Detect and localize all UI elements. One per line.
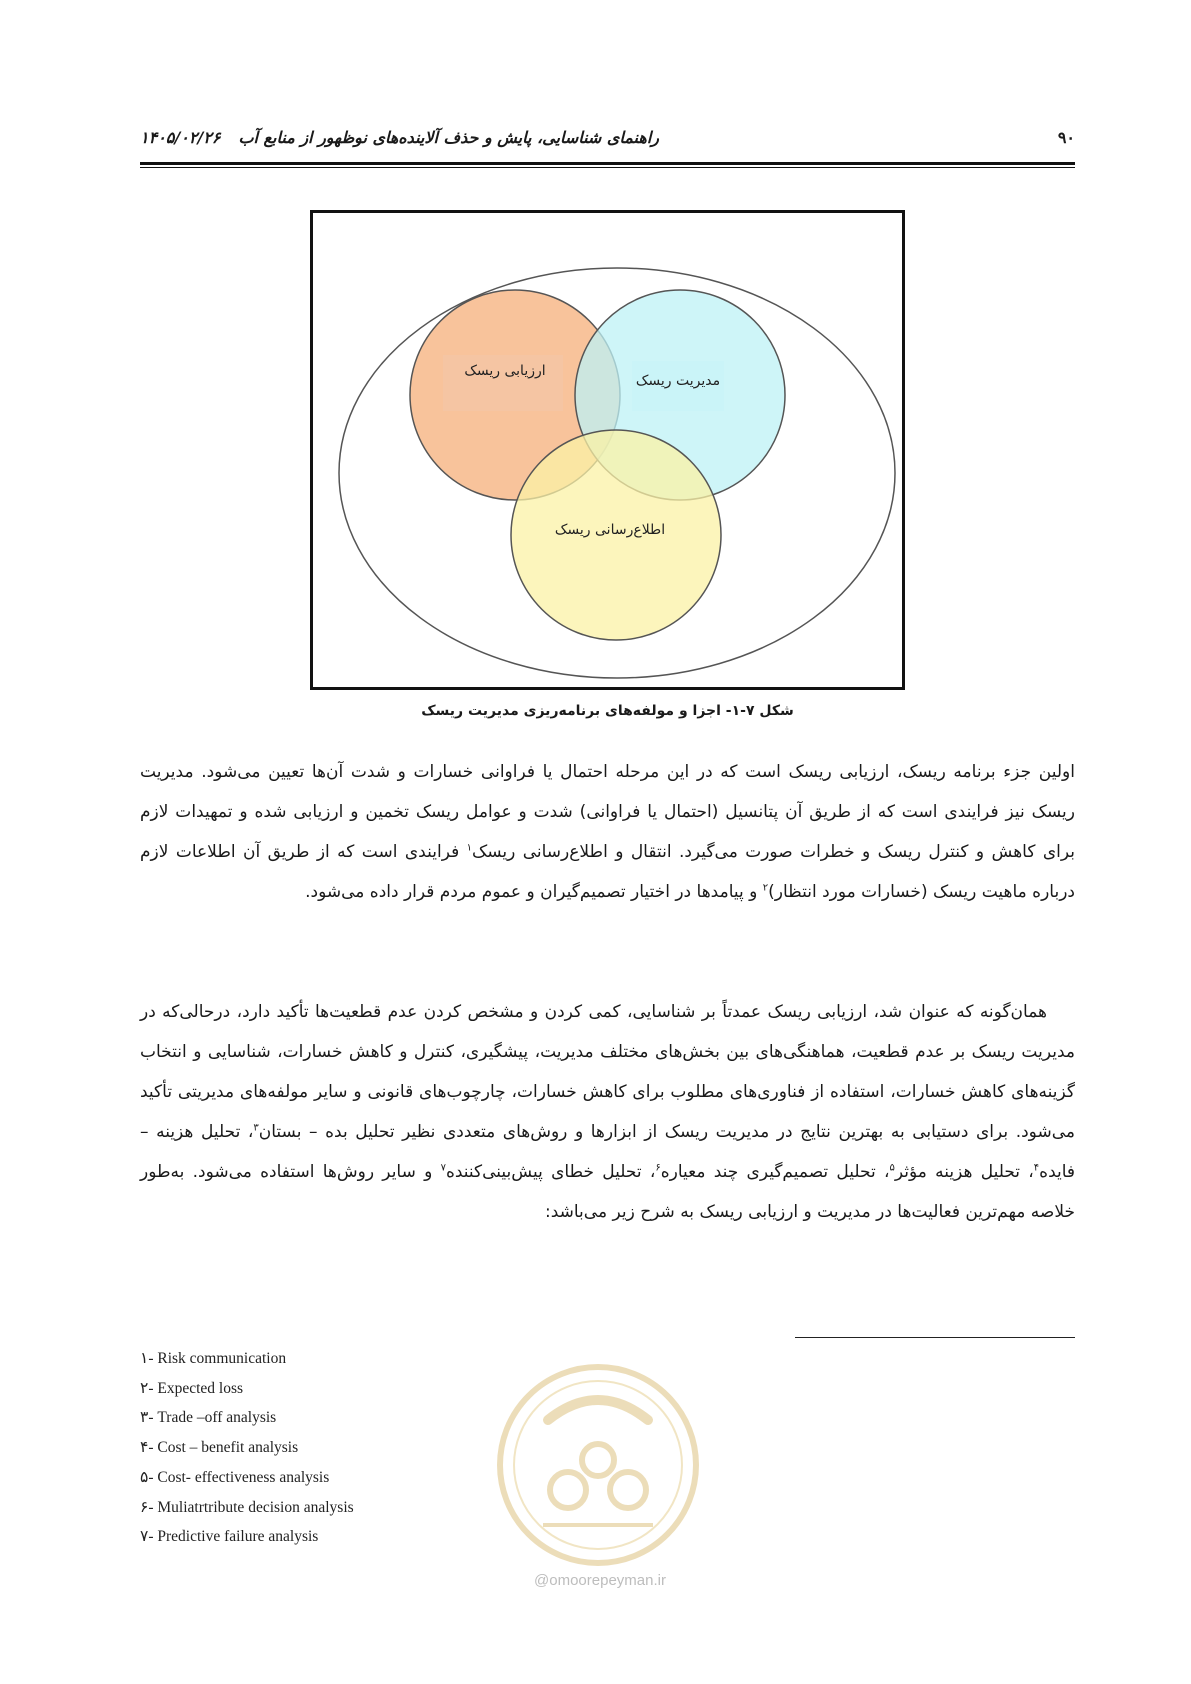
footnote-2: ۲- Expected loss <box>140 1379 244 1397</box>
p2-text-2: ، تحلیل هزینه – فایده <box>140 1122 1076 1182</box>
p2-text-6: و سایر روش‌ها استفاده می‌شود. به‌طور خلاصه مهم‌ترین فعالیت‌ها در مدیریت و ارزیابی ریسک به شرح زیر می‌باشد: <box>140 1162 1075 1222</box>
p1-text-3: و پیامدها در اختیار تصمیم‌گیران و عموم مردم قرار داده می‌شود. <box>305 882 763 902</box>
assessment-label: ارزیابی ریسک <box>464 363 546 379</box>
footnote-ref-6: ۶ <box>655 1162 661 1174</box>
watermark-site: @omoorepeyman.ir <box>534 1572 666 1589</box>
paragraph-1 <box>140 752 1075 912</box>
watermark-logo-icon <box>488 1360 708 1570</box>
footnote-ref-5: ۵ <box>889 1162 895 1174</box>
footnote-rule <box>795 1337 1075 1338</box>
footnote-5: ۵- Cost- effectiveness analysis <box>140 1468 330 1486</box>
header-rule-thin <box>140 167 1075 168</box>
header-title: راهنمای شناسایی، پایش و حذف آلاینده‌های نوظهور از منابع آب <box>238 128 659 147</box>
footnote-1: ۱- Risk communication <box>140 1350 287 1367</box>
p1-text-1: اولین جزء برنامه ریسک، ارزیابی ریسک است که در این مرحله احتمال یا فراوانی خسارات و شدت آن‌ها تعیین می‌شود. مدیریت ریسک نیز فرایندی است که از طریق آن پتانسیل (احتمال یا فراوانی) شدت و عوامل ریسک تخمین و ارزیابی شده و تمهیدات لازم برای کاهش و کنترل ریسک و خطرات صورت می‌گیرد. انتقال و اطلاع‌رسانی ریسک <box>140 762 1075 862</box>
header-title-line <box>140 128 659 147</box>
footnote-ref-2: ۲ <box>762 882 769 894</box>
footnote-ref-7: ۷ <box>440 1162 446 1174</box>
header-rule-thick <box>140 162 1075 165</box>
running-header <box>140 128 1075 158</box>
p1-text-2: فرایندی است که از طریق آن اطلاعات لازم درباره ماهیت ریسک (خسارات مورد انتظار) <box>140 842 1075 902</box>
footnote-ref-4: ۴ <box>1033 1162 1040 1174</box>
management-label: مدیریت ریسک <box>635 373 721 389</box>
p2-text-3: ، تحلیل هزینه مؤثر <box>894 1162 1034 1182</box>
p2-text-5: ، تحلیل خطای پیش‌بینی‌کننده <box>445 1162 656 1182</box>
footnote-ref-1: ۱ <box>466 842 472 854</box>
p2-text-4: ، تحلیل تصمیم‌گیری چند معیاره <box>660 1162 890 1182</box>
figure-caption: شکل ۷-۱- اجزا و مولفه‌های برنامه‌ریزی مدیریت ریسک <box>421 703 794 719</box>
page-number: ۹۰ <box>1057 128 1075 147</box>
footnote-4: ۴- Cost – benefit analysis <box>140 1439 299 1457</box>
risk-venn-figure <box>310 210 905 690</box>
footnote-6: ۶- Muliatrtribute decision analysis <box>140 1498 354 1516</box>
footnote-ref-3: ۳ <box>253 1122 259 1134</box>
header-date: ۱۴۰۵/۰۲/۲۶ <box>140 128 221 147</box>
communication-label: اطلاع‌رسانی ریسک <box>554 522 666 538</box>
footnote-7: ۷- Predictive failure analysis <box>140 1528 319 1546</box>
footnote-3: ۳- Trade –off analysis <box>140 1409 277 1427</box>
paragraph-2 <box>140 992 1075 1232</box>
p2-text-1: همان‌گونه که عنوان شد، ارزیابی ریسک عمدتاً بر شناسایی، کمی کردن و مشخص کردن عدم قطعیت‌ها تأکید دارد، درحالی‌که در مدیریت ریسک بر عدم قطعیت، هماهنگی‌های بین بخش‌های مختلف مدیریت، پیشگیری، کنترل و کاهش خسارات، شناسایی و انتخاب گزینه‌های کاهش خسارات، استفاده از فناوری‌های مطلوب برای کاهش خسارات، چارچوب‌های قانونی و سایر مولفه‌های مدیریتی تأکید می‌شود. برای دستیابی به بهترین نتایج در مدیریت ریسک از ابزارها و روش‌های متعددی نظیر تحلیل بده – بستان <box>140 1002 1075 1142</box>
